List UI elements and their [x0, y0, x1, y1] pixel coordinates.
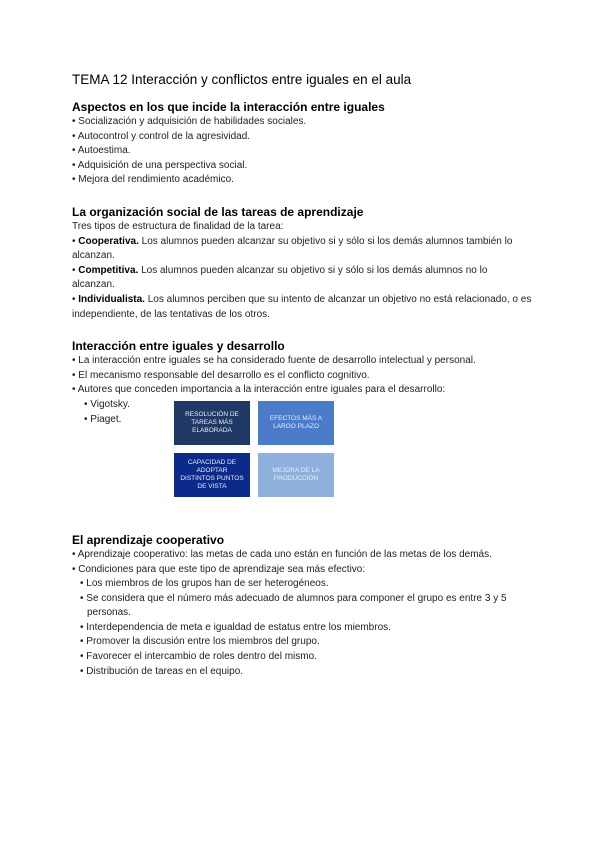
- document-page: [72, 72, 532, 696]
- term-competitiva: Competitiva.: [78, 264, 139, 276]
- section-heading: Interacción entre iguales y desarrollo: [72, 339, 285, 354]
- list-item: • Autocontrol y control de la agresividad.: [72, 130, 251, 142]
- term-cooperativa: Cooperativa.: [78, 235, 139, 247]
- page-title: TEMA 12 Interacción y conflictos entre iguales en el aula: [72, 72, 412, 87]
- list-item: [72, 235, 532, 264]
- section-cooperative-learning: [72, 533, 532, 679]
- section-peer-development: [72, 339, 532, 497]
- list-item: • Socialización y adquisición de habilidades sociales.: [72, 116, 307, 127]
- diagram-box: CAPACIDAD DE ADOPTAR DISTINTOS PUNTOS DE VISTA: [174, 453, 250, 497]
- list-item: • Mejora del rendimiento académico.: [72, 174, 234, 186]
- sub-list-item: • Interdependencia de meta e igualdad de estatus entre los miembros.: [80, 621, 391, 633]
- list-item: [72, 293, 532, 322]
- list-item: • Autores que conceden importancia a la interacción entre iguales para el desarrollo:: [72, 384, 446, 396]
- term-description: Los alumnos pueden alcanzar su objetivo si y sólo si los demás alumnos también lo alcanzan.: [72, 235, 513, 262]
- diagram-box: MEJORA DE LA PRODUCCIÓN: [258, 453, 334, 497]
- sub-list-item: • Favorecer el intercambio de roles dentro del mismo.: [80, 651, 317, 663]
- section-heading: Aspectos en los que incide la interacción entre iguales: [72, 100, 385, 114]
- bullet: •: [72, 235, 79, 247]
- section-heading: La organización social de las tareas de aprendizaje: [72, 204, 364, 219]
- term-description: Los alumnos perciben que su intento de alcanzar un objetivo no está relacionado, o es independiente, de las tentativas de los otros.: [72, 293, 532, 320]
- sub-list-item: • Los miembros de los grupos han de ser heterogéneos.: [80, 578, 329, 590]
- author-item: • Piaget.: [84, 413, 122, 425]
- list-item: • Autoestima.: [72, 145, 131, 157]
- diagram-box: EFECTOS MÁS A LARGO PLAZO: [258, 401, 334, 445]
- diagram-box: RESOLUCIÓN DE TAREAS MÁS ELABORADA: [174, 401, 250, 445]
- authors-list: [72, 398, 174, 497]
- sub-list-item: • Distribución de tareas en el equipo.: [80, 665, 244, 677]
- bullet: •: [72, 264, 79, 276]
- list-item: • Adquisición de una perspectiva social.: [72, 159, 248, 171]
- list-item: • Condiciones para que este tipo de aprendizaje sea más efectivo:: [72, 563, 366, 575]
- list-item: • Aprendizaje cooperativo: las metas de cada uno están en función de las metas de los demás.: [72, 548, 492, 560]
- bullet: •: [72, 293, 79, 305]
- authors-diagram-row: [72, 398, 532, 497]
- list-item: [72, 264, 532, 293]
- list-item: • La interacción entre iguales se ha considerado fuente de desarrollo intelectual y personal.: [72, 355, 476, 367]
- list-item: • El mecanismo responsable del desarrollo es el conflicto cognitivo.: [72, 369, 370, 381]
- term-description: Los alumnos pueden alcanzar su objetivo si y sólo si los demás alumnos no lo alcanzan.: [72, 264, 488, 291]
- section-task-organization: [72, 205, 532, 322]
- section-interaction-aspects: [72, 100, 532, 188]
- sub-list-item: • Se considera que el número más adecuado de alumnos para componer el grupo es entre 3 y 5 personas.: [80, 592, 507, 619]
- sub-list-item: • Promover la discusión entre los miembros del grupo.: [80, 636, 320, 648]
- term-individualista: Individualista.: [78, 293, 145, 305]
- section-intro: Tres tipos de estructura de finalidad de la tarea:: [72, 220, 284, 232]
- section-heading: El aprendizaje cooperativo: [72, 532, 225, 547]
- benefits-diagram: [174, 401, 334, 497]
- author-item: • Vigotsky.: [84, 398, 130, 410]
